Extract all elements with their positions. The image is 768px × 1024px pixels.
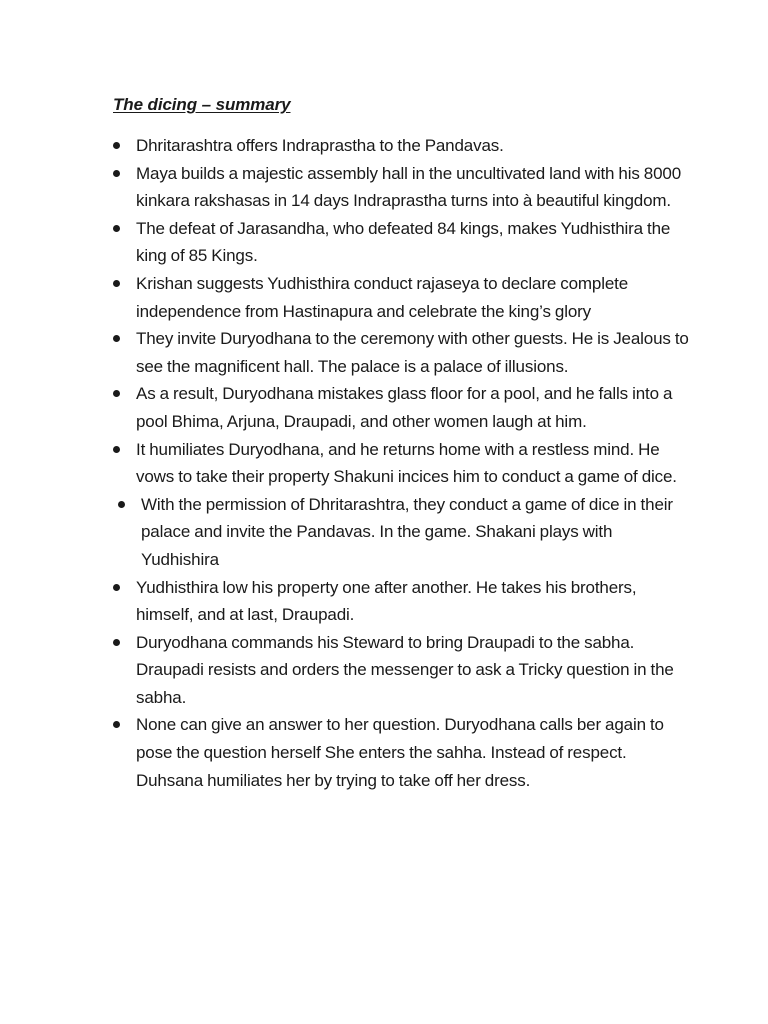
bullet-item <box>112 132 692 160</box>
bullet-icon <box>113 721 120 728</box>
bullet-text: It humiliates Duryodhana, and he returns home with a restless mind. He vows to take their property Shakuni incices him to conduct a game of dice. <box>136 439 677 487</box>
bullet-item <box>112 215 692 270</box>
bullet-icon <box>113 446 120 453</box>
bullet-text: Maya builds a majestic assembly hall in the uncultivated land with his 8000 kinkara rakshasas in 14 days Indraprastha turns into à beautiful kingdom. <box>136 163 681 211</box>
bullet-text: They invite Duryodhana to the ceremony with other guests. He is Jealous to see the magnificent hall. The palace is a palace of illusions. <box>136 329 689 376</box>
bullet-item <box>112 491 692 574</box>
bullet-text: The defeat of Jarasandha, who defeated 84 kings, makes Yudhisthira the king of 85 Kings. <box>136 218 671 266</box>
bullet-text: As a result, Duryodhana mistakes glass floor for a pool, and he falls into a pool Bhima, Arjuna, Draupadi, and other women laugh at him. <box>136 384 673 431</box>
bullet-text: None can give an answer to her question. Duryodhana calls ber again to pose the question herself She enters the sahha. Instead of respect. Duhsana humiliates her by trying to take off her dress. <box>136 715 664 790</box>
bullet-text: Yudhisthira low his property one after another. He takes his brothers, himself, and at last, Draupadi. <box>136 577 637 625</box>
bullet-item <box>112 711 692 794</box>
bullet-item <box>112 380 692 435</box>
bullet-item <box>112 574 692 629</box>
bullet-icon <box>113 225 120 232</box>
bullet-icon <box>118 501 125 508</box>
bullet-item <box>112 270 692 325</box>
bullet-text: Dhritarashtra offers Indraprastha to the Pandavas. <box>136 136 504 155</box>
summary-bullet-list <box>112 132 692 794</box>
bullet-item <box>112 160 692 215</box>
bullet-icon <box>113 639 120 646</box>
bullet-text: With the permission of Dhritarashtra, they conduct a game of dice in their palace and invite the Pandavas. In the game. Shakani plays with Yudhishira <box>141 494 673 569</box>
bullet-item <box>112 325 692 380</box>
bullet-text: Duryodhana commands his Steward to bring Draupadi to the sabha. Draupadi resists and orders the messenger to ask a Tricky question in the sabha. <box>136 632 674 707</box>
bullet-icon <box>113 335 120 342</box>
bullet-icon <box>113 142 120 149</box>
bullet-icon <box>113 170 120 177</box>
bullet-text: Krishan suggests Yudhisthira conduct rajaseya to declare complete independence from Hastinapura and celebrate the king’s glory <box>136 273 629 321</box>
bullet-item <box>112 629 692 712</box>
bullet-icon <box>113 584 120 591</box>
bullet-item <box>112 436 692 491</box>
document-title: The dicing – summary <box>113 95 291 114</box>
bullet-icon <box>113 390 120 397</box>
bullet-icon <box>113 280 120 287</box>
